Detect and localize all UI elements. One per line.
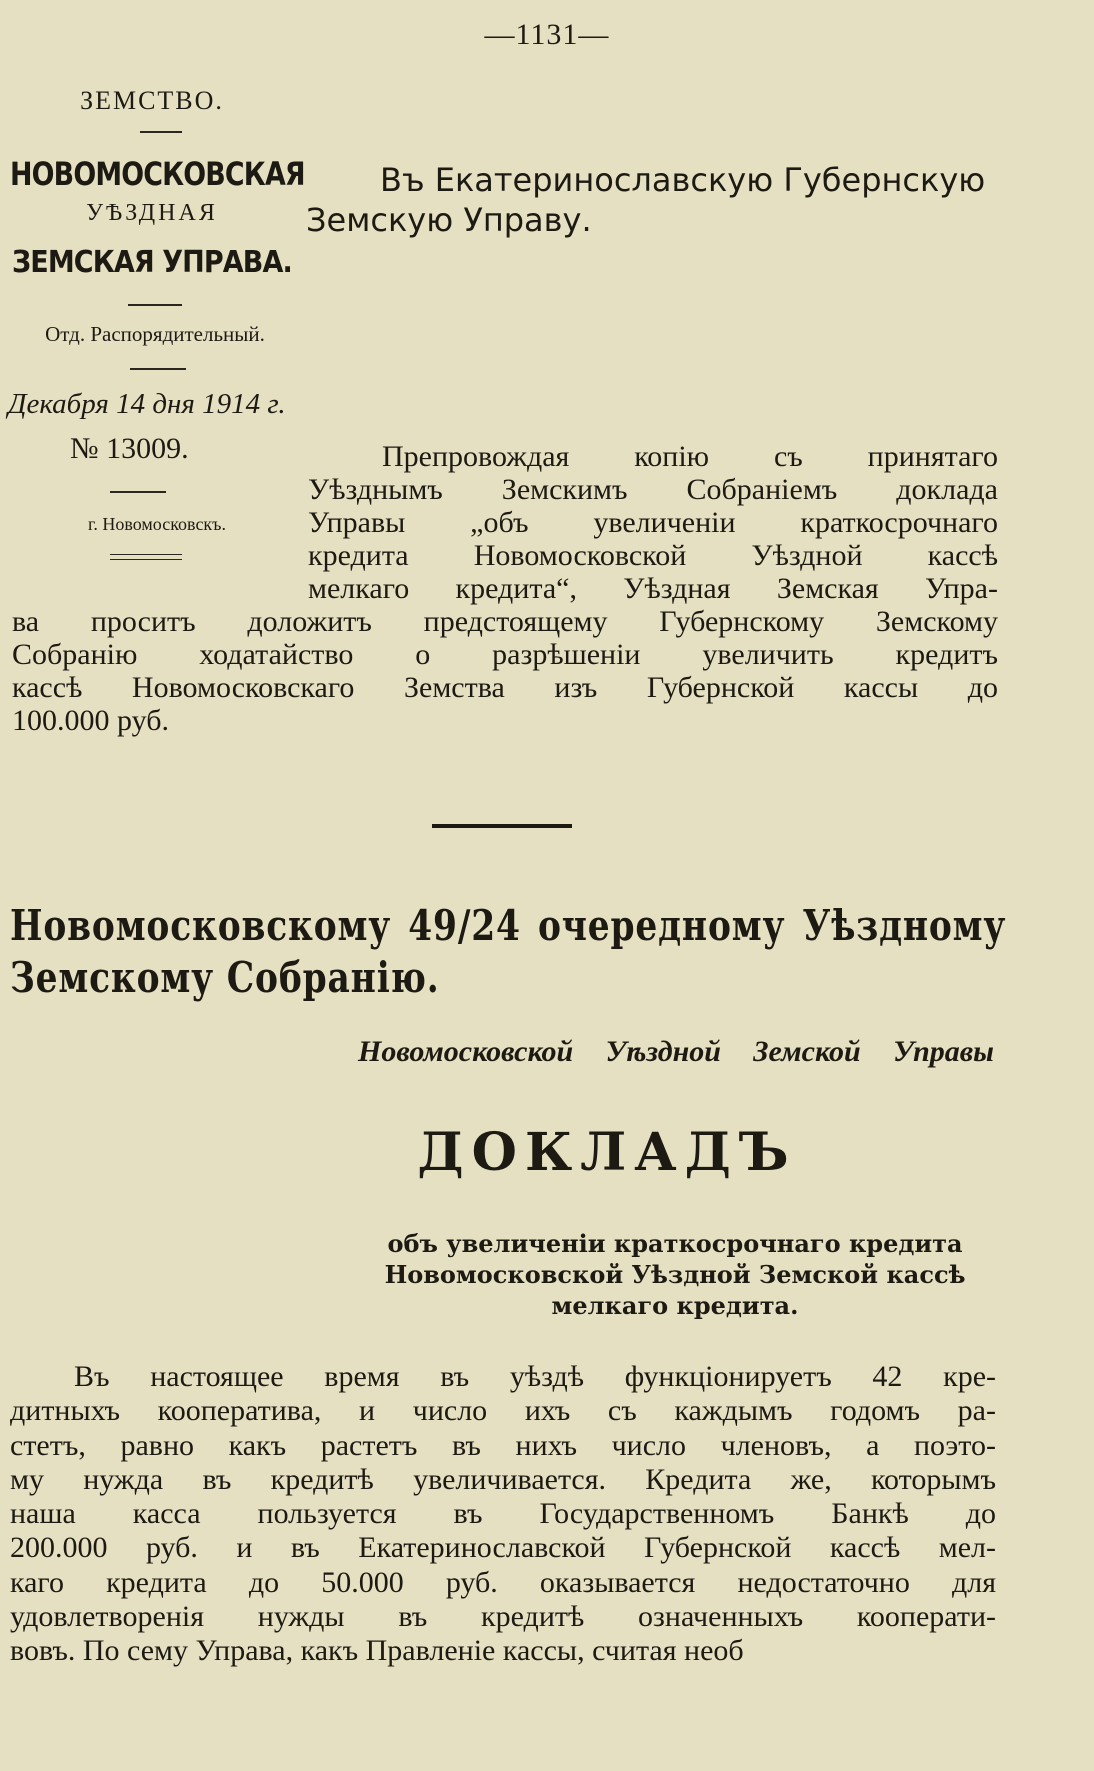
body-line: стетъ, равно какъ растетъ въ нихъ число членовъ, а поэто- — [10, 1428, 996, 1462]
subject-line: Новомосковской Уѣздной Земской кассѣ — [384, 1260, 966, 1289]
divider — [140, 131, 182, 133]
addressee-line: Земскую Управу. — [306, 201, 592, 239]
divider — [128, 304, 182, 306]
subject-line: объ увеличеніи краткосрочнаго кредита — [387, 1229, 963, 1258]
body-line: каго кредита до 50.000 руб. оказывается недостаточно для — [10, 1565, 996, 1599]
section-separator — [432, 824, 572, 828]
institution-name-line1: НОВОМОСКОВСКАЯ — [10, 155, 305, 193]
assembly-heading-line: Новомосковскому 49/24 очередному Уѣздному — [10, 901, 1007, 950]
letter-line: Препровождая копію съ принятаго — [382, 440, 998, 473]
letter-line: мелкаго кредита“, Уѣздная Земская Упра- — [308, 572, 998, 605]
subject-line: мелкаго кредита. — [551, 1291, 799, 1320]
body-line: удовлетворенія нужды въ кредитѣ означенныхъ кооперати- — [10, 1600, 996, 1634]
report-subject — [356, 1228, 994, 1321]
report-title: ДОКЛАДЪ — [417, 1122, 797, 1183]
report-body — [10, 1360, 996, 1669]
assembly-heading — [10, 900, 1010, 1004]
body-line: му нужда въ кредитѣ увеличивается. Кредита же, которымъ — [10, 1462, 996, 1496]
divider — [130, 368, 186, 370]
letter-line: кредита Новомосковской Уѣздной кассѣ — [308, 539, 998, 572]
letter-line: Собранію ходатайство о разрѣшеніи увеличить кредитъ — [12, 638, 998, 671]
letter-line: кассѣ Новомосковскаго Земства изъ Губернской кассы до — [12, 671, 998, 704]
institution-name-line2: УѢЗДНАЯ — [86, 200, 218, 226]
letter-line: ва проситъ доложитъ предстоящему Губернскому Земскому — [12, 605, 998, 638]
document-date: Декабря 14 дня 1914 г. — [8, 388, 286, 420]
body-line: Въ настоящее время въ уѣздѣ функціонируетъ 42 кре- — [74, 1360, 996, 1393]
body-line: 200.000 руб. и въ Екатеринославской Губернской кассѣ мел- — [10, 1531, 996, 1565]
addressee-line: Въ Екатеринославскую Губернскую — [380, 161, 986, 199]
cover-letter-block — [12, 440, 998, 737]
body-line: вовъ. По сему Управа, какъ Правленіе кассы, считая необ — [10, 1634, 744, 1668]
zemstvo-label: ЗЕМСТВО. — [80, 86, 224, 115]
assembly-heading-line: Земскому Собранію. — [10, 953, 440, 1002]
document-number: № 13009. — [70, 432, 189, 465]
body-line: дитныхъ кооператива, и число ихъ съ каждымъ годомъ ра- — [10, 1394, 996, 1428]
letter-line: 100.000 руб. — [12, 704, 169, 737]
institution-name-line3: ЗЕМСКАЯ УПРАВА. — [12, 245, 292, 280]
letter-line: Управы „объ увеличеніи краткосрочнаго — [308, 506, 998, 539]
addressee — [306, 160, 1006, 240]
letter-line: Уѣзднымъ Земскимъ Собраніемъ доклада — [308, 473, 998, 506]
page-number: —1131— — [484, 18, 610, 51]
city-label: г. Новомосковскъ. — [88, 514, 226, 534]
report-byline: Новомосковской Уѣздной Земской Управы — [358, 1035, 994, 1068]
department-label: Отд. Распорядительный. — [45, 322, 265, 346]
body-line: наша касса пользуется въ Государственномъ Банкѣ до — [10, 1497, 996, 1531]
